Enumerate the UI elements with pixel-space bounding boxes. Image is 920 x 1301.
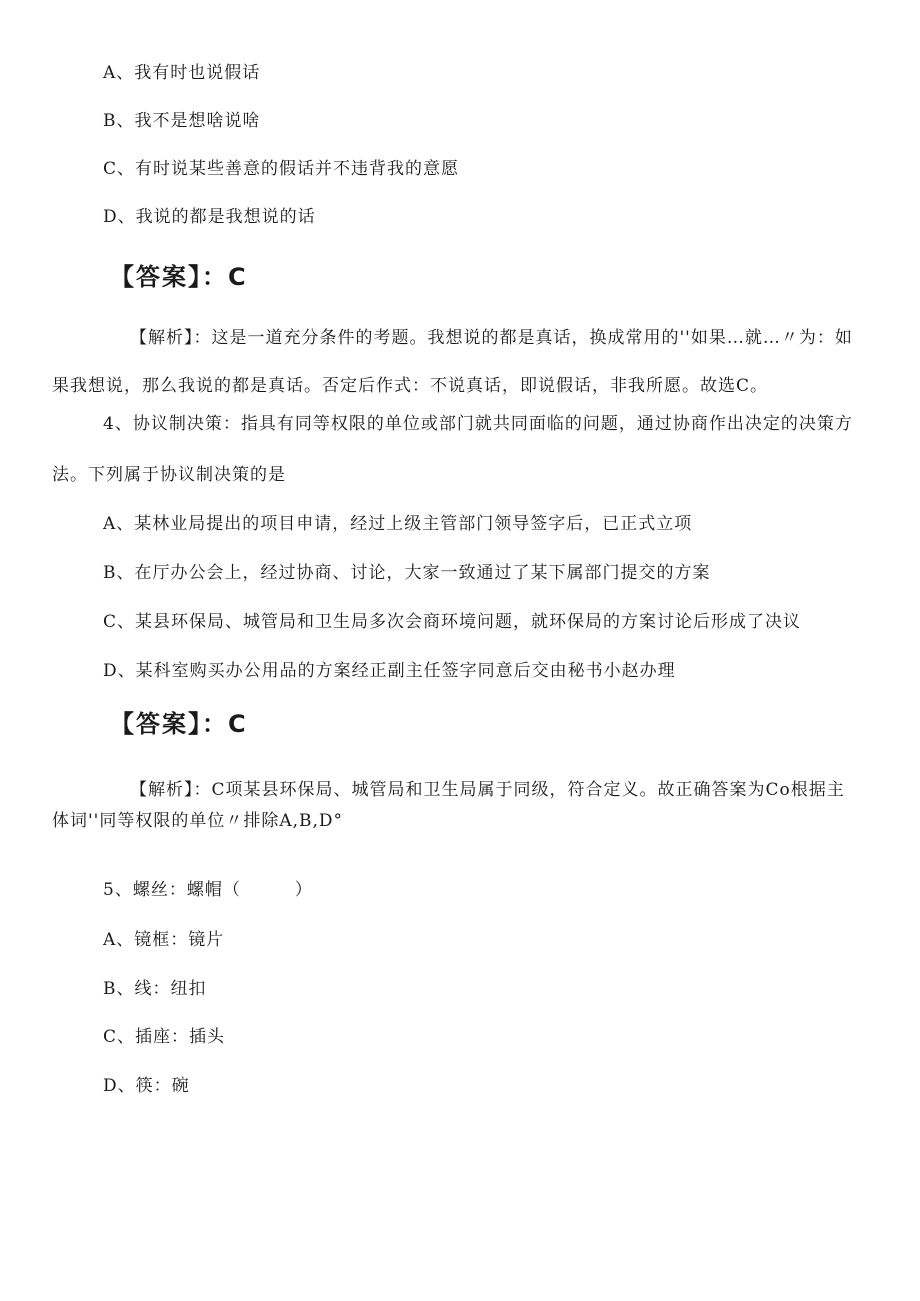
q4-answer: 【答案】：C <box>110 710 248 738</box>
q3-option-b: B、我不是想啥说啥 <box>103 111 261 131</box>
q4-option-b: B、在厅办公会上，经过协商、讨论，大家一致通过了某下属部门提交的方案 <box>103 563 711 583</box>
q4-stem <box>103 400 853 448</box>
q5-option-c: C、插座：插头 <box>103 1027 226 1047</box>
q4-option-a: A、某林业局提出的项目申请，经过上级主管部门领导签字后，已正式立项 <box>103 514 693 534</box>
q3-answer: 【答案】：C <box>110 263 248 291</box>
q4-stem-line-2: 法。下列属于协议制决策的是 <box>52 465 286 485</box>
q4-stem-cont <box>52 451 286 499</box>
q3-option-d: D、我说的都是我想说的话 <box>103 207 316 227</box>
q4-analysis-cont <box>52 797 343 845</box>
q5-option-d: D、筷：碗 <box>103 1076 190 1096</box>
q4-option-c: C、某县环保局、城管局和卫生局多次会商环境问题，就环保局的方案讨论后形成了决议 <box>103 612 802 632</box>
q3-analysis-line-1: 【解析】：这是一道充分条件的考题。我想说的都是真话，换成常用的''如果…就…〃为：如 <box>130 328 853 348</box>
q3-analysis <box>130 314 853 362</box>
q4-option-d: D、某科室购买办公用品的方案经正副主任签字同意后交由秘书小赵办理 <box>103 661 676 681</box>
q5-option-b: B、线：纽扣 <box>103 979 207 999</box>
q3-analysis-line-2: 果我想说，那么我说的都是真话。否定后作式：不说真话，即说假话，非我所愿。故选C。 <box>52 376 769 396</box>
q4-analysis-line-1: 【解析】：C项某县环保局、城管局和卫生局属于同级，符合定义。故正确答案为Co根据主 <box>130 780 845 800</box>
q5-option-a: A、镜框：镜片 <box>103 930 225 950</box>
q4-analysis-line-2: 体词''同等权限的单位〃排除A,B,D° <box>52 811 344 831</box>
q3-option-c: C、有时说某些善意的假话并不违背我的意愿 <box>103 159 460 179</box>
q3-option-a: A、我有时也说假话 <box>103 63 261 83</box>
q5-stem: 5、螺丝：螺帽（ ） <box>103 880 313 900</box>
q4-stem-line-1: 4、协议制决策：指具有同等权限的单位或部门就共同面临的问题，通过协商作出决定的决策方 <box>103 414 853 434</box>
